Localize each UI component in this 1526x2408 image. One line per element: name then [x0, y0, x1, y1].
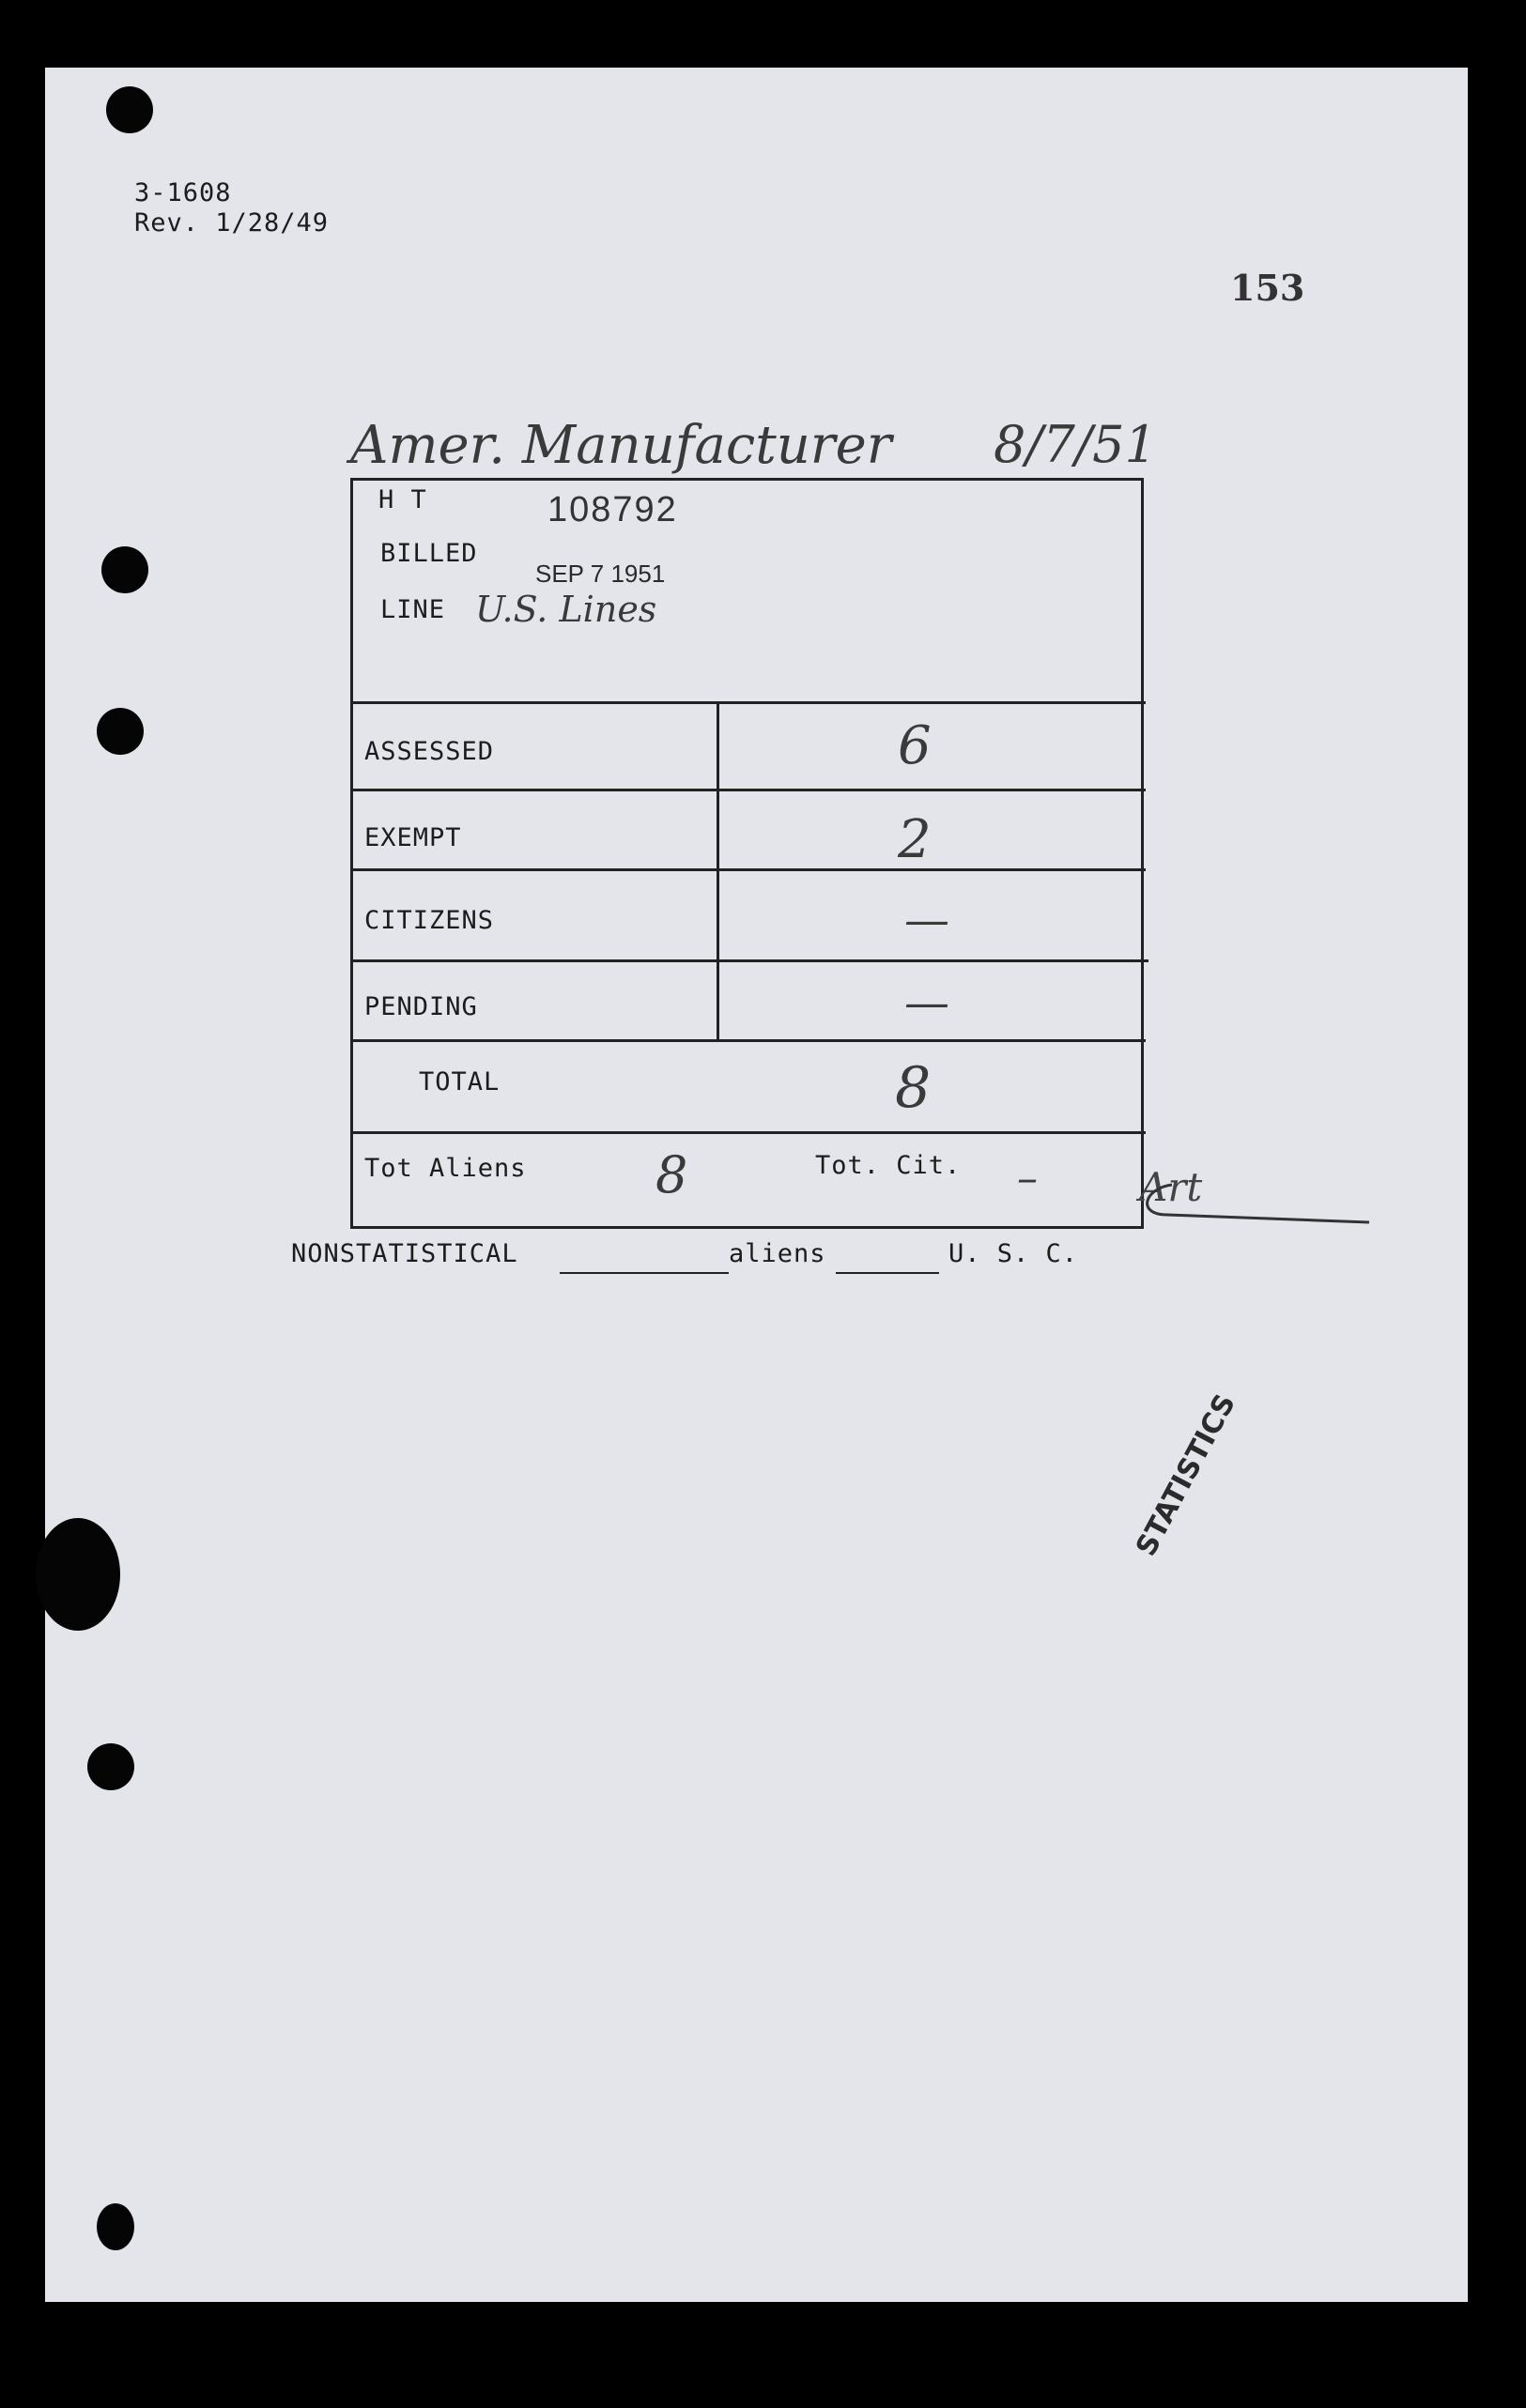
- row-label-pending: PENDING: [364, 992, 478, 1021]
- nonstatistical-label: NONSTATISTICAL: [291, 1239, 518, 1268]
- form-table: [350, 478, 1144, 1229]
- punch-hole: [97, 2203, 134, 2250]
- form-number: 3-1608: [134, 178, 232, 207]
- column-divider: [717, 703, 719, 1039]
- row-value-assessed: 6: [898, 715, 932, 776]
- row-label-exempt: EXEMPT: [364, 823, 462, 852]
- handwritten-date: 8/7/51: [994, 415, 1157, 474]
- tot-aliens-value: 8: [655, 1145, 688, 1204]
- handwritten-line-value: U.S. Lines: [475, 589, 657, 630]
- table-rule: [350, 1131, 1146, 1134]
- row-label-assessed: ASSESSED: [364, 737, 495, 766]
- ht-number: 108792: [547, 490, 678, 529]
- statistics-stamp: STATISTICS: [1130, 1388, 1242, 1562]
- punch-hole: [97, 708, 144, 755]
- revision-date: Rev. 1/28/49: [134, 208, 330, 238]
- row-value-citizens: —: [904, 894, 949, 946]
- ht-label: H T: [378, 485, 427, 514]
- table-rule: [350, 701, 1146, 704]
- aliens-label: aliens: [729, 1239, 826, 1268]
- table-rule: [350, 1039, 1146, 1042]
- document-sheet: [45, 68, 1468, 2302]
- table-rule: [350, 789, 1146, 791]
- row-label-citizens: CITIZENS: [364, 906, 495, 935]
- punch-hole: [101, 546, 148, 593]
- punch-hole: [36, 1518, 120, 1631]
- blank-line: [836, 1272, 939, 1274]
- punch-hole: [106, 86, 153, 133]
- initials-flourish: [1116, 1157, 1379, 1232]
- blank-line: [560, 1272, 729, 1274]
- row-value-exempt: 2: [898, 809, 932, 870]
- billed-date-stamp: SEP 7 1951: [535, 560, 666, 588]
- page-number: 153: [1230, 267, 1305, 309]
- total-label: TOTAL: [419, 1067, 501, 1097]
- table-rule: [350, 868, 1146, 871]
- punch-hole: [87, 1743, 134, 1790]
- billed-label: BILLED: [380, 539, 478, 568]
- handwritten-company: Amer. Manufacturer: [350, 415, 892, 476]
- table-rule: [350, 959, 1148, 962]
- usc-label: U. S. C.: [948, 1239, 1079, 1268]
- tot-cit-label: Tot. Cit.: [815, 1151, 962, 1180]
- line-label: LINE: [380, 595, 446, 624]
- total-value: 8: [895, 1055, 932, 1121]
- handwritten-initials: Art: [1139, 1164, 1203, 1210]
- tot-aliens-label: Tot Aliens: [364, 1154, 527, 1183]
- tot-cit-value: –: [1017, 1155, 1038, 1203]
- row-value-pending: —: [904, 976, 949, 1029]
